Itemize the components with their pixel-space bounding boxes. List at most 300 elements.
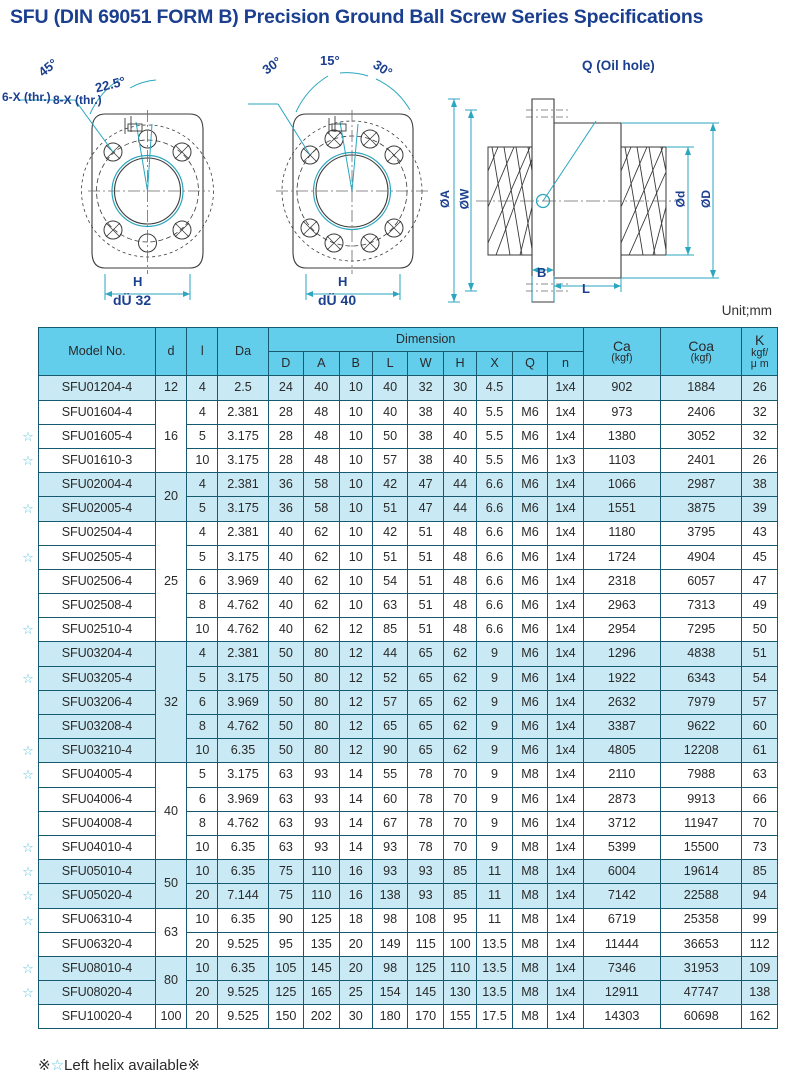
cell-d: 40	[268, 618, 303, 642]
cell-l: 10	[187, 618, 218, 642]
cell-b: 14	[339, 811, 372, 835]
cell-model: SFU04008-4	[39, 811, 156, 835]
angle-label-45: 45°	[35, 55, 61, 80]
cell-coa: 7979	[661, 690, 742, 714]
table-row	[39, 497, 778, 521]
cell-d: 150	[268, 1005, 303, 1029]
cell-k: 39	[742, 497, 778, 521]
cell-k: 54	[742, 666, 778, 690]
cell-w: 93	[408, 884, 443, 908]
cell-w: 115	[408, 932, 443, 956]
cell-l: 4	[187, 521, 218, 545]
cell-x: 5.5	[477, 400, 512, 424]
cell-x: 6.6	[477, 594, 512, 618]
cell-w: 65	[408, 642, 443, 666]
cell-h: 110	[443, 956, 476, 980]
cell-h: 130	[443, 981, 476, 1005]
cell-h: 95	[443, 908, 476, 932]
cell-d: 50	[268, 666, 303, 690]
cell-h: 40	[443, 400, 476, 424]
cell-model: SFU05020-4	[39, 884, 156, 908]
cell-d: 40	[268, 545, 303, 569]
cell-h: 62	[443, 715, 476, 739]
unit-label: Unit;mm	[721, 303, 772, 318]
cell-coa: 60698	[661, 1005, 742, 1029]
cell-l: 4	[187, 376, 218, 400]
cell-da: 4.762	[218, 715, 268, 739]
cell-k: 26	[742, 376, 778, 400]
table-row	[39, 618, 778, 642]
cell-ca: 4805	[583, 739, 660, 763]
cell-q: M6	[512, 448, 547, 472]
cell-x: 9	[477, 666, 512, 690]
cell-n: 1x4	[548, 618, 584, 642]
cell-coa: 4838	[661, 642, 742, 666]
cell-coa: 1884	[661, 376, 742, 400]
cell-h: 70	[443, 787, 476, 811]
cell-n: 1x4	[548, 1005, 584, 1029]
cell-x: 11	[477, 860, 512, 884]
cell-d: 50	[268, 642, 303, 666]
cell-q: M6	[512, 521, 547, 545]
cell-da: 9.525	[218, 1005, 268, 1029]
cell-d: 50	[268, 715, 303, 739]
cell-coa: 7295	[661, 618, 742, 642]
cell-model: SFU02506-4	[39, 569, 156, 593]
cell-coa: 2987	[661, 473, 742, 497]
cell-x: 9	[477, 739, 512, 763]
cell-da: 2.381	[218, 400, 268, 424]
cell-b: 14	[339, 835, 372, 859]
cell-d: 12	[155, 376, 186, 400]
cell-h: 62	[443, 666, 476, 690]
cell-a: 80	[304, 642, 339, 666]
cell-h: 40	[443, 424, 476, 448]
cell-b: 10	[339, 521, 372, 545]
cell-b: 20	[339, 956, 372, 980]
th-dim-n: n	[548, 352, 584, 376]
cell-w: 51	[408, 545, 443, 569]
cell-x: 13.5	[477, 956, 512, 980]
cell-b: 18	[339, 908, 372, 932]
table-head	[39, 328, 778, 376]
cell-ca: 3712	[583, 811, 660, 835]
table-row	[39, 690, 778, 714]
th-ca	[583, 328, 660, 376]
cell-x: 11	[477, 884, 512, 908]
cell-b: 10	[339, 376, 372, 400]
cell-da: 7.144	[218, 884, 268, 908]
cell-h: 48	[443, 545, 476, 569]
cell-a: 93	[304, 763, 339, 787]
cell-d: 16	[155, 400, 186, 473]
cell-x: 9	[477, 787, 512, 811]
cell-d: 32	[155, 642, 186, 763]
cell-b: 10	[339, 424, 372, 448]
dim-label-l: L	[582, 281, 590, 296]
cell-l: 52	[372, 666, 407, 690]
cell-ca: 7346	[583, 956, 660, 980]
cell-n: 1x4	[548, 690, 584, 714]
cell-l: 154	[372, 981, 407, 1005]
cell-model: SFU04005-4	[39, 763, 156, 787]
table-row	[39, 739, 778, 763]
table-row	[39, 835, 778, 859]
cell-l: 6	[187, 569, 218, 593]
cell-da: 9.525	[218, 932, 268, 956]
cell-w: 108	[408, 908, 443, 932]
cell-x: 13.5	[477, 981, 512, 1005]
cell-q: M6	[512, 715, 547, 739]
cell-coa: 15500	[661, 835, 742, 859]
cell-x: 9	[477, 715, 512, 739]
cell-k: 45	[742, 545, 778, 569]
th-k	[742, 328, 778, 376]
cell-k: 47	[742, 569, 778, 593]
cell-h: 70	[443, 835, 476, 859]
cell-model: SFU04010-4	[39, 835, 156, 859]
cell-l: 44	[372, 642, 407, 666]
cell-d: 90	[268, 908, 303, 932]
cell-a: 48	[304, 400, 339, 424]
cell-l: 5	[187, 763, 218, 787]
cell-l: 8	[187, 594, 218, 618]
cell-n: 1x4	[548, 860, 584, 884]
cell-b: 16	[339, 884, 372, 908]
cell-d: 105	[268, 956, 303, 980]
cell-b: 14	[339, 787, 372, 811]
cell-d: 63	[268, 763, 303, 787]
cell-d: 50	[268, 739, 303, 763]
cell-q: M8	[512, 956, 547, 980]
table-row	[39, 545, 778, 569]
cell-q: M8	[512, 908, 547, 932]
cell-ca: 973	[583, 400, 660, 424]
cell-x: 9	[477, 763, 512, 787]
cell-k: 85	[742, 860, 778, 884]
th-model: Model No.	[39, 328, 156, 376]
cell-l: 5	[187, 666, 218, 690]
cell-l: 85	[372, 618, 407, 642]
cell-q: M8	[512, 860, 547, 884]
cell-h: 48	[443, 569, 476, 593]
cell-k: 66	[742, 787, 778, 811]
cell-x: 4.5	[477, 376, 512, 400]
left-helix-star-icon: ☆	[22, 428, 34, 444]
table-row	[39, 956, 778, 980]
cell-n: 1x4	[548, 594, 584, 618]
cell-d: 75	[268, 860, 303, 884]
cell-n: 1x4	[548, 497, 584, 521]
table-row	[39, 1005, 778, 1029]
cell-ca: 5399	[583, 835, 660, 859]
cell-l: 51	[372, 545, 407, 569]
cell-q: M6	[512, 739, 547, 763]
cell-l: 63	[372, 594, 407, 618]
left-helix-star-icon: ☆	[22, 670, 34, 686]
cell-h: 70	[443, 763, 476, 787]
table-row	[39, 666, 778, 690]
cell-l: 98	[372, 908, 407, 932]
cell-h: 85	[443, 860, 476, 884]
cell-d: 28	[268, 448, 303, 472]
cell-l: 40	[372, 400, 407, 424]
cell-l: 6	[187, 787, 218, 811]
cell-l: 149	[372, 932, 407, 956]
cell-model: SFU03205-4	[39, 666, 156, 690]
cell-coa: 9622	[661, 715, 742, 739]
cell-ca: 14303	[583, 1005, 660, 1029]
cell-q: M8	[512, 884, 547, 908]
cell-n: 1x4	[548, 739, 584, 763]
cell-model: SFU02510-4	[39, 618, 156, 642]
cell-h: 30	[443, 376, 476, 400]
cell-a: 125	[304, 908, 339, 932]
spec-table-container	[38, 327, 778, 1029]
cell-l: 5	[187, 424, 218, 448]
cell-b: 12	[339, 715, 372, 739]
th-dimension-group: Dimension	[268, 328, 583, 352]
cell-l: 180	[372, 1005, 407, 1029]
cell-a: 62	[304, 618, 339, 642]
cell-k: 112	[742, 932, 778, 956]
th-dim-b: B	[339, 352, 372, 376]
left-helix-star-icon: ☆	[22, 622, 34, 638]
cell-k: 50	[742, 618, 778, 642]
cell-d: 63	[155, 908, 186, 956]
cell-x: 6.6	[477, 473, 512, 497]
cell-d: 63	[268, 787, 303, 811]
cell-k: 61	[742, 739, 778, 763]
cell-b: 10	[339, 448, 372, 472]
cell-a: 135	[304, 932, 339, 956]
cell-k: 73	[742, 835, 778, 859]
cell-ca: 11444	[583, 932, 660, 956]
cell-l: 4	[187, 400, 218, 424]
cell-da: 9.525	[218, 981, 268, 1005]
cell-coa: 36653	[661, 932, 742, 956]
cell-d: 40	[268, 521, 303, 545]
cell-n: 1x4	[548, 932, 584, 956]
cell-model: SFU08020-4	[39, 981, 156, 1005]
cell-model: SFU02505-4	[39, 545, 156, 569]
cell-coa: 7313	[661, 594, 742, 618]
diagram-caption-du32: dÜ 32	[113, 292, 152, 308]
cell-d: 24	[268, 376, 303, 400]
cell-h: 62	[443, 690, 476, 714]
cell-ca: 6719	[583, 908, 660, 932]
cell-n: 1x4	[548, 521, 584, 545]
cell-ca: 1103	[583, 448, 660, 472]
cell-ca: 1922	[583, 666, 660, 690]
th-coa	[661, 328, 742, 376]
cell-d: 63	[268, 835, 303, 859]
cell-model: SFU06310-4	[39, 908, 156, 932]
cell-h: 48	[443, 594, 476, 618]
th-k-name: K	[755, 332, 765, 349]
cell-ca: 1066	[583, 473, 660, 497]
cell-k: 94	[742, 884, 778, 908]
cell-a: 62	[304, 569, 339, 593]
cell-q: M6	[512, 666, 547, 690]
table-row	[39, 715, 778, 739]
cell-n: 1x4	[548, 884, 584, 908]
cell-coa: 3875	[661, 497, 742, 521]
cell-b: 12	[339, 739, 372, 763]
cell-l: 10	[187, 739, 218, 763]
cell-ca: 7142	[583, 884, 660, 908]
cell-l: 5	[187, 497, 218, 521]
cell-k: 63	[742, 763, 778, 787]
cell-b: 10	[339, 594, 372, 618]
th-dim-l: L	[372, 352, 407, 376]
table-row	[39, 569, 778, 593]
left-helix-star-icon: ☆	[22, 453, 34, 469]
cell-n: 1x4	[548, 811, 584, 835]
cell-d: 20	[155, 473, 186, 521]
cell-l: 10	[187, 908, 218, 932]
cell-w: 170	[408, 1005, 443, 1029]
cell-w: 51	[408, 618, 443, 642]
cell-da: 4.762	[218, 618, 268, 642]
cell-h: 155	[443, 1005, 476, 1029]
cell-b: 12	[339, 666, 372, 690]
table-row	[39, 932, 778, 956]
cell-da: 2.381	[218, 642, 268, 666]
cell-n: 1x4	[548, 956, 584, 980]
cell-x: 6.6	[477, 545, 512, 569]
cell-q: M6	[512, 690, 547, 714]
cell-model: SFU04006-4	[39, 787, 156, 811]
cell-da: 4.762	[218, 811, 268, 835]
cell-ca: 1380	[583, 424, 660, 448]
cell-w: 78	[408, 835, 443, 859]
cell-l: 20	[187, 932, 218, 956]
cell-ca: 12911	[583, 981, 660, 1005]
cell-q: M8	[512, 932, 547, 956]
footnote-mark-right: ※	[187, 1057, 201, 1074]
cell-n: 1x4	[548, 569, 584, 593]
cell-d: 28	[268, 424, 303, 448]
cell-coa: 3052	[661, 424, 742, 448]
cell-da: 3.175	[218, 424, 268, 448]
angle-label-22-5: 22.5°	[93, 73, 127, 96]
table-row	[39, 400, 778, 424]
cell-da: 2.5	[218, 376, 268, 400]
cell-q: M6	[512, 569, 547, 593]
cell-l: 138	[372, 884, 407, 908]
cell-l: 98	[372, 956, 407, 980]
table-row	[39, 787, 778, 811]
table-body	[39, 376, 778, 1029]
cell-a: 165	[304, 981, 339, 1005]
cell-ca: 2963	[583, 594, 660, 618]
cell-d: 40	[155, 763, 186, 860]
cell-da: 6.35	[218, 835, 268, 859]
cell-l: 10	[187, 448, 218, 472]
cell-k: 57	[742, 690, 778, 714]
cell-model: SFU02005-4	[39, 497, 156, 521]
table-row	[39, 473, 778, 497]
th-dim-x: X	[477, 352, 512, 376]
angle-label-30-right: 30°	[370, 56, 396, 81]
cell-model: SFU01604-4	[39, 400, 156, 424]
cell-model: SFU03206-4	[39, 690, 156, 714]
cell-b: 14	[339, 763, 372, 787]
cell-coa: 4904	[661, 545, 742, 569]
cell-ca: 902	[583, 376, 660, 400]
page-title: SFU (DIN 69051 FORM B) Precision Ground Ball Screw Series Specifications	[10, 6, 704, 28]
th-dim-q: Q	[512, 352, 547, 376]
cell-model: SFU03208-4	[39, 715, 156, 739]
cell-x: 6.6	[477, 521, 512, 545]
cell-w: 38	[408, 400, 443, 424]
cell-l: 8	[187, 715, 218, 739]
cell-coa: 3795	[661, 521, 742, 545]
cell-da: 6.35	[218, 956, 268, 980]
table-row	[39, 981, 778, 1005]
cell-ca: 2110	[583, 763, 660, 787]
cell-d: 80	[155, 956, 186, 1004]
cell-w: 65	[408, 666, 443, 690]
cell-a: 58	[304, 497, 339, 521]
cell-h: 100	[443, 932, 476, 956]
table-row	[39, 884, 778, 908]
cell-coa: 25358	[661, 908, 742, 932]
dim-label-od-small: Ød	[673, 190, 688, 208]
cell-ca: 1551	[583, 497, 660, 521]
cell-d: 125	[268, 981, 303, 1005]
cell-q: M8	[512, 981, 547, 1005]
cell-n: 1x4	[548, 715, 584, 739]
cell-w: 78	[408, 763, 443, 787]
cell-h: 40	[443, 448, 476, 472]
cell-n: 1x4	[548, 545, 584, 569]
table-row	[39, 448, 778, 472]
cell-l: 57	[372, 448, 407, 472]
cell-k: 60	[742, 715, 778, 739]
cell-a: 40	[304, 376, 339, 400]
dim-label-od-large: ØD	[699, 190, 713, 208]
th-k-unit1: kgf/	[751, 346, 769, 359]
cell-a: 80	[304, 715, 339, 739]
cell-x: 17.5	[477, 1005, 512, 1029]
cell-b: 16	[339, 860, 372, 884]
cell-model: SFU03210-4	[39, 739, 156, 763]
left-helix-star-icon: ☆	[22, 985, 34, 1001]
cell-w: 93	[408, 860, 443, 884]
cell-w: 78	[408, 811, 443, 835]
cell-ca: 3387	[583, 715, 660, 739]
left-helix-star-icon: ☆	[22, 767, 34, 783]
cell-n: 1x4	[548, 666, 584, 690]
cell-n: 1x4	[548, 787, 584, 811]
left-helix-star-icon: ☆	[22, 549, 34, 565]
cell-h: 44	[443, 473, 476, 497]
cell-model: SFU01605-4	[39, 424, 156, 448]
cell-b: 10	[339, 545, 372, 569]
table-row	[39, 642, 778, 666]
cell-d: 40	[268, 569, 303, 593]
cell-ca: 1180	[583, 521, 660, 545]
footnote	[38, 1056, 200, 1074]
cell-a: 48	[304, 448, 339, 472]
cell-a: 62	[304, 594, 339, 618]
cell-k: 109	[742, 956, 778, 980]
diagram-nut-cross-section	[440, 52, 800, 314]
cell-d: 36	[268, 497, 303, 521]
cell-a: 48	[304, 424, 339, 448]
